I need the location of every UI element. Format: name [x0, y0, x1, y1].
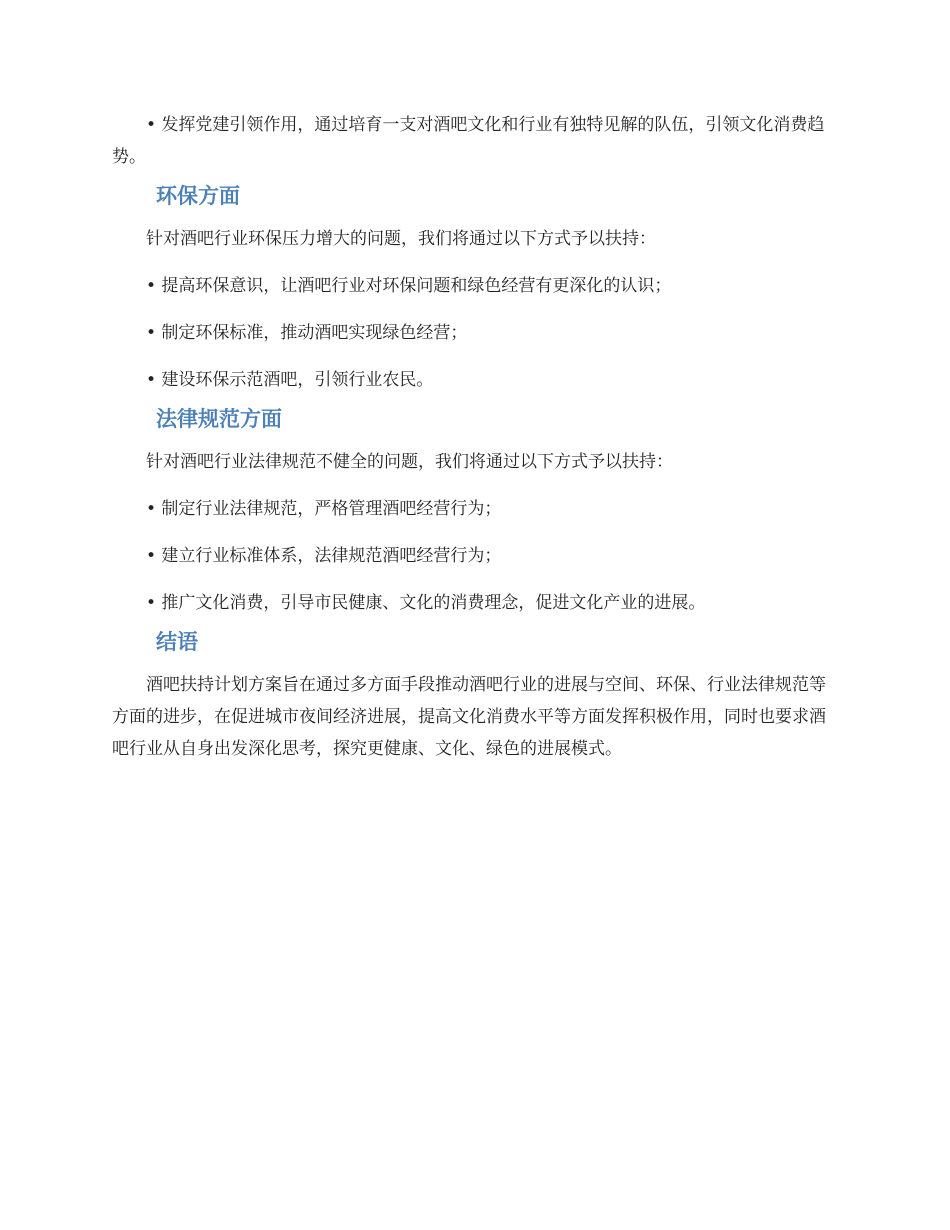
conclusion-heading: 结语 — [156, 630, 198, 654]
conclusion-section — [112, 626, 838, 765]
environment-section — [112, 180, 838, 396]
legal-section — [112, 403, 838, 619]
legal-heading: 法律规范方面 — [156, 407, 282, 431]
environment-heading: 环保方面 — [156, 184, 240, 208]
environment-item: • 提高环保意识，让酒吧行业对环保问题和绿色经营有更深化的认识； — [146, 276, 672, 296]
intro-paragraph: • 发挥党建引领作用，通过培育一支对酒吧文化和行业有独特见解的队伍，引领文化消费趋势。 — [112, 115, 825, 167]
environment-item: • 建设环保示范酒吧，引领行业农民。 — [146, 370, 434, 390]
conclusion-paragraph: 酒吧扶持计划方案旨在通过多方面手段推动酒吧行业的进展与空间、环保、行业法律规范等方面的进步，在促进城市夜间经济进展，提高文化消费水平等方面发挥积极作用，同时也要求酒吧行业从自身出发深化思考，探究更健康、文化、绿色的进展模式。 — [112, 675, 826, 759]
legal-item: • 推广文化消费，引导市民健康、文化的消费理念，促进文化产业的进展。 — [146, 593, 706, 613]
legal-item: • 制定行业法律规范，严格管理酒吧经营行为； — [146, 499, 502, 519]
legal-lead: 针对酒吧行业法律规范不健全的问题，我们将通过以下方式予以扶持： — [146, 452, 673, 472]
legal-item: • 建立行业标准体系，法律规范酒吧经营行为； — [146, 546, 502, 566]
environment-lead: 针对酒吧行业环保压力增大的问题，我们将通过以下方式予以扶持： — [146, 229, 656, 249]
environment-item: • 制定环保标准，推动酒吧实现绿色经营； — [146, 323, 468, 343]
